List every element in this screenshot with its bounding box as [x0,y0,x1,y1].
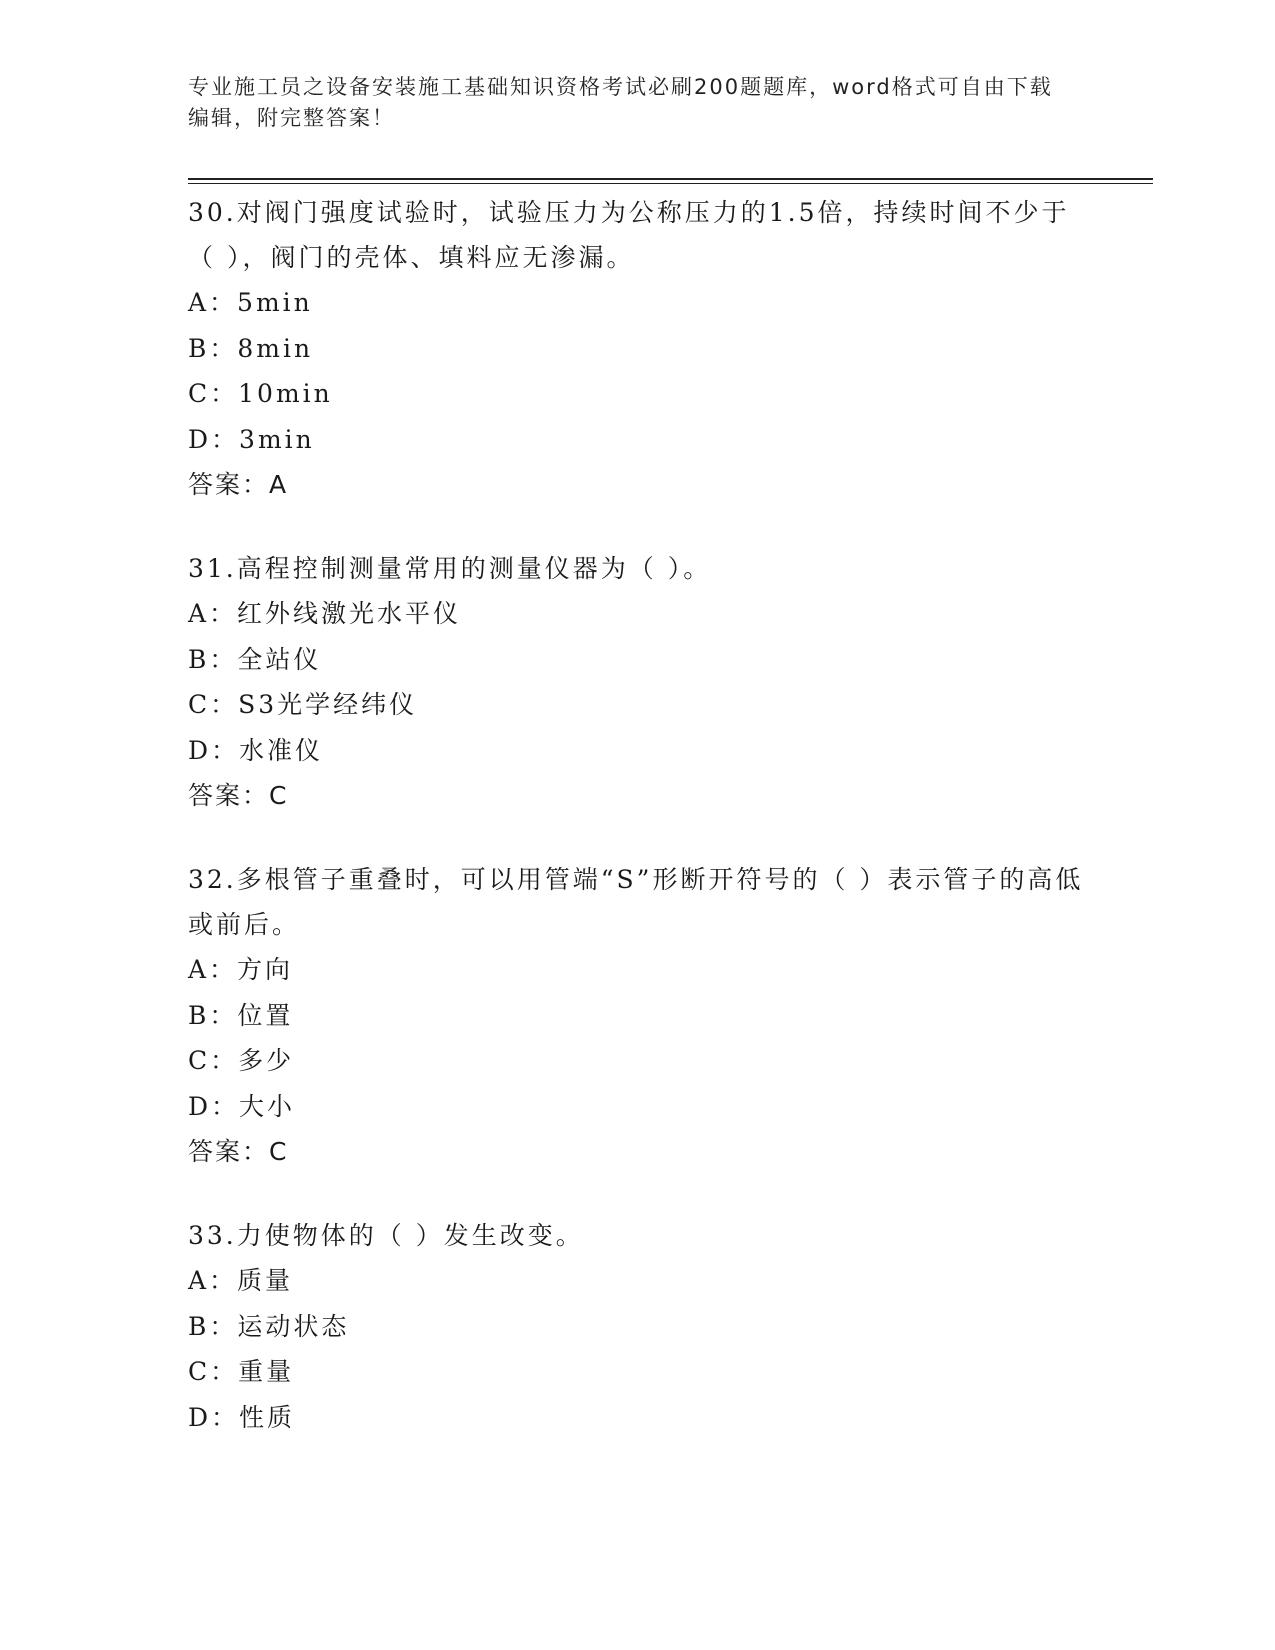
answer-line: 答案：C [188,1137,289,1166]
option-d: D：性质 [188,1402,296,1432]
option-d: D：大小 [188,1091,296,1121]
question-text: 31.高程控制测量常用的测量仪器为（ ）。 [188,554,712,583]
option-c: C：重量 [188,1357,295,1386]
option-c: C：多少 [188,1046,295,1075]
question-text: 32.多根管子重叠时，可以用管端“S”形断开符号的（ ）表示管子的高低或前后。 [188,865,1084,939]
option-a: A：5min [188,288,313,317]
question-text: 30.对阀门强度试验时，试验压力为公称压力的1.5倍，持续时间不少于（ ），阀门的壳体、填料应无渗漏。 [188,198,1070,272]
option-b: B：位置 [188,1000,294,1030]
option-b: B：全站仪 [188,644,322,674]
header-divider-thick [188,178,1153,180]
option-b: B：8min [188,333,314,363]
question-text: 33.力使物体的（ ）发生改变。 [188,1221,584,1250]
option-c: C：S3光学经纬仪 [188,690,418,719]
option-d: D：水准仪 [188,735,324,765]
option-d: D：3min [188,424,315,454]
option-c: C：10min [188,379,333,408]
question-31 [188,546,1088,818]
document-header: 专业施工员之设备安装施工基础知识资格考试必刷200题题库，word格式可自由下载编辑，附完整答案！ [188,75,1053,130]
option-a: A：质量 [188,1266,294,1295]
header-divider-thin [188,183,1153,184]
option-a: A：方向 [188,955,294,984]
option-b: B：运动状态 [188,1311,350,1341]
question-33 [188,1213,1088,1440]
question-32 [188,857,1088,1174]
answer-line: 答案：A [188,470,289,499]
question-30 [188,190,1088,507]
answer-line: 答案：C [188,781,289,810]
option-a: A：红外线激光水平仪 [188,599,462,628]
question-list [188,190,1088,1479]
